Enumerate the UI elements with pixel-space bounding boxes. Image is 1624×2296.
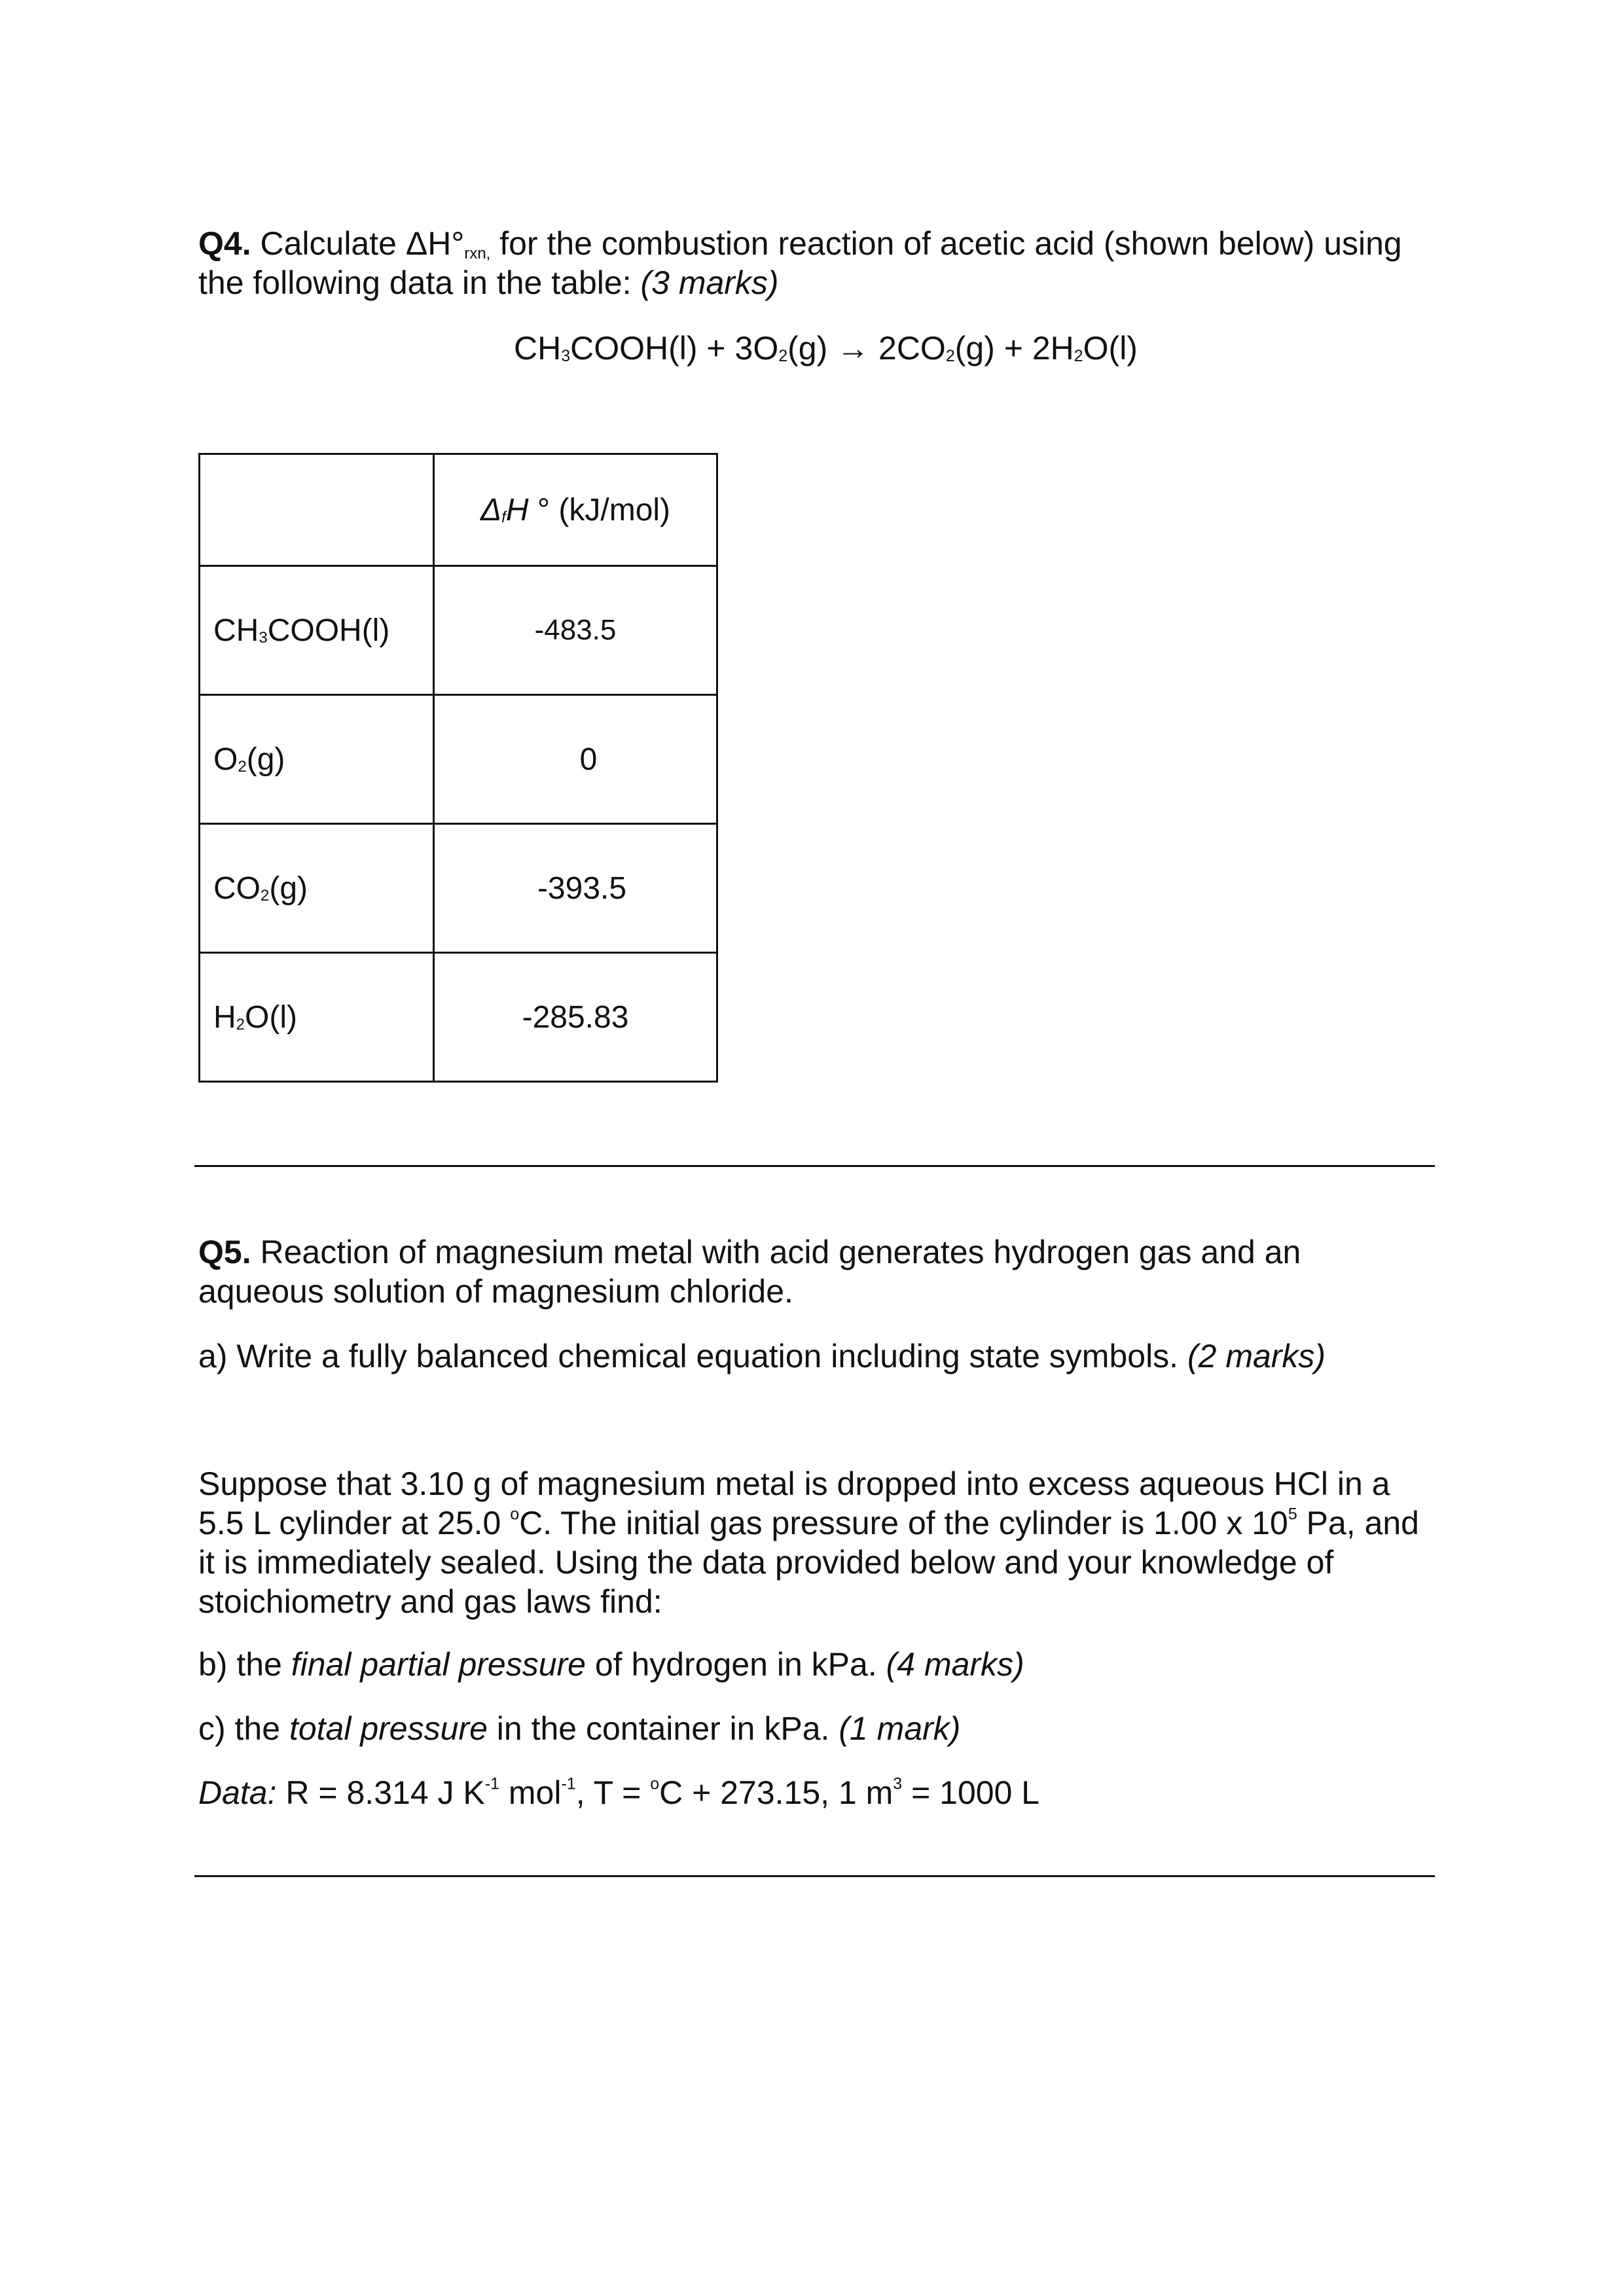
q5-intro-line-1: Q5. Reaction of magnesium metal with acid generates hydrogen gas and an <box>198 1234 1301 1270</box>
q5-b-marks: (4 marks) <box>886 1646 1024 1683</box>
q5-part-b: b) the final partial pressure of hydrogen in kPa. (4 marks) <box>198 1646 1024 1683</box>
q4-marks: (3 marks) <box>640 264 779 301</box>
q5-data-line: Data: R = 8.314 J $K^{-1}$ mol$^{-1}$, T = $^o$C + 273.15, 1 $m^3 = 1000$ L <box>198 1774 1040 1811</box>
table-row <box>200 566 717 695</box>
species-cell: $CO_2(g)$ <box>200 824 434 953</box>
rxn-subscript: rxn, <box>464 245 491 262</box>
table-header-empty-cell <box>200 454 434 566</box>
q5-supposition-line-3: it is immediately sealed. Using the data provided below and your knowledge of <box>198 1544 1334 1581</box>
value-cell: -393.5 <box>434 824 717 953</box>
q4-line-2: the following data in the table: (3 marks) <box>198 264 779 301</box>
section-divider <box>194 1875 1435 1877</box>
table-row <box>200 824 717 953</box>
q5-a-marks: (2 marks) <box>1187 1338 1326 1374</box>
q4-number: Q4. <box>198 225 251 262</box>
value-cell: -483.5 <box>434 566 717 695</box>
data-label: Data: <box>198 1774 277 1811</box>
q5-supposition-line-1: Suppose that 3.10 g of magnesium metal is dropped into excess aqueous HCl in a <box>198 1465 1390 1502</box>
reaction-equation: $CH_3COOH(l) + 3O_2(g) \to 2CO_2(g) + 2H_2O(l)$ <box>514 330 1138 367</box>
q5-supposition-line-4: stoichiometry and gas laws find: <box>198 1583 662 1620</box>
q5-c-marks: (1 mark) <box>839 1710 961 1747</box>
table-header-row <box>200 454 717 566</box>
q5-number: Q5. <box>198 1234 251 1270</box>
q4-line-1: Q4. Calculate ΔH°rxn, for the combustion reaction of acetic acid (shown below) using <box>198 225 1402 262</box>
table-header-cell: $\Delta_fH$ ° (kJ/mol) <box>434 454 717 566</box>
enthalpy-table <box>198 453 718 1083</box>
section-divider <box>194 1165 1435 1167</box>
species-cell: $CH_3COOH(l)$ <box>200 566 434 695</box>
q5-part-a: a) Write a fully balanced chemical equation including state symbols. (2 marks) <box>198 1338 1326 1374</box>
table-row <box>200 953 717 1082</box>
q5-part-c: c) the total pressure in the container in kPa. (1 mark) <box>198 1710 961 1747</box>
species-cell: $H_2O(l)$ <box>200 953 434 1082</box>
q5-supposition-line-2: 5.5 L cylinder at 25.0 $^o$C. The initial gas pressure of the cylinder is 1.00 x $10^5$ Pa, and <box>198 1505 1419 1541</box>
value-cell: -285.83 <box>434 953 717 1082</box>
species-cell: $O_2(g)$ <box>200 695 434 824</box>
table-row <box>200 695 717 824</box>
value-cell: 0 <box>434 695 717 824</box>
q5-intro-line-2: aqueous solution of magnesium chloride. <box>198 1273 793 1310</box>
